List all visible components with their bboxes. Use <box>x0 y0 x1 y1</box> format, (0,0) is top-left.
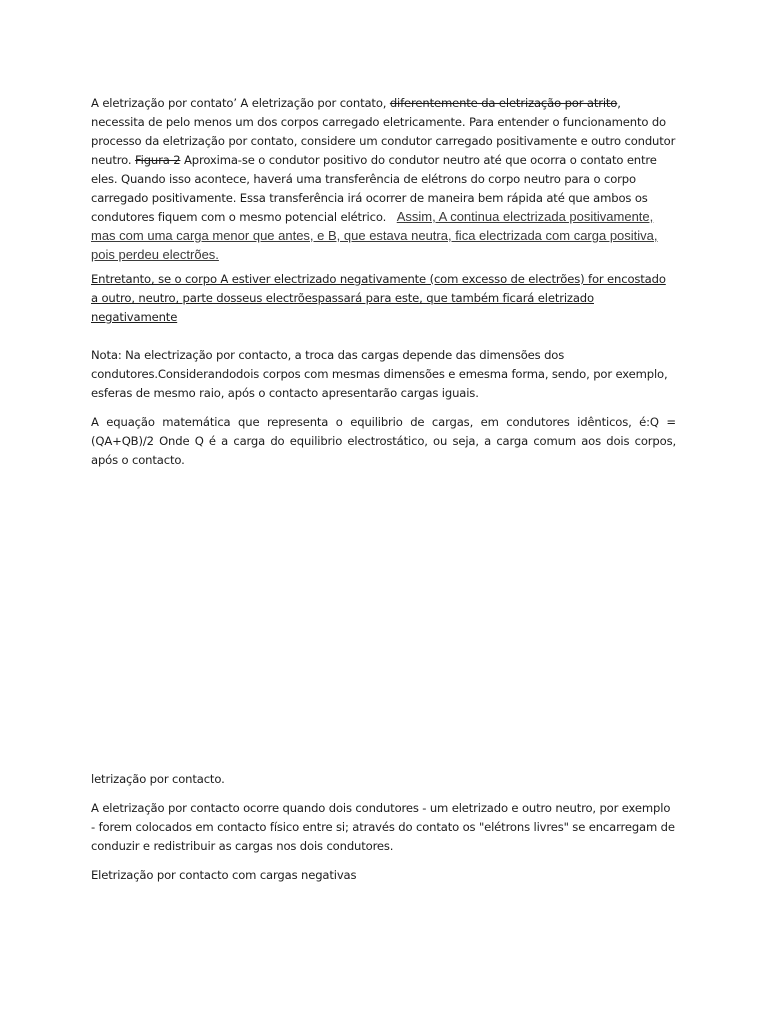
paragraph-equacao: A equação matemática que representa o equilibrio de cargas, em condutores idênticos, é:Q = (QA+QB)/2 Onde Q é a carga do equilibrio electrostático, ou seja, a carga comum aos dois corpos, após o contacto. <box>91 415 676 467</box>
paragraph-definicao-contacto: A eletrização por contacto ocorre quando dois condutores - um eletrizado e outro neutro, por exemplo - forem colocados em contacto físico entre si; através do contato os "elétrons livres" se encarregam de conduzir e redistribuir as cargas nos dois condutores. <box>91 801 675 853</box>
heading-letrizacao-contacto: letrização por contacto. <box>91 772 225 786</box>
strikethrough-text-atrito: diferentemente da eletrização por atrito <box>389 96 618 110</box>
strikethrough-text-figura: Figura 2 <box>134 153 181 167</box>
paragraph-nota: Nota: Na electrização por contacto, a troca das cargas depende das dimensões dos condutores.Considerandodois corpos com mesmas dimensões e emesma forma, sendo, por exemplo, esferas de mesmo raio, após o contacto apresentarão cargas iguais. <box>91 348 668 400</box>
intro-text-1: A eletrização por contato’ A eletrização por contato, <box>91 96 390 110</box>
intro-text-3: Aproxima-se o condutor positivo do condutor neutro até que ocorra o contato entre eles. Quando isso acontece, haverá uma transferência de elétrons do corpo neutro para o corpo carregado positivamente. Essa transferência irá ocorrer de maneira bem rápida até que ambos os condutores fiquem com o mesmo potencial elétrico. <box>91 153 657 224</box>
heading-cargas-negativas: Eletrização por contacto com cargas negativas <box>91 868 357 882</box>
underlined-note-text: Assim, A continua electrizada positivamente, mas com uma carga menor que antes, e B, que estava neutra, fica electrizada com carga positiva, pois perdeu electrões. <box>91 209 658 262</box>
intro-text-2: , necessita de pelo menos um dos corpos carregado eletricamente. Para entender o funcionamento do processo da eletrização por contato, considere um condutor carregado positivamente e outro condutor neutro. <box>91 96 676 167</box>
paragraph-carga-negativa: Entretanto, se o corpo A estiver electrizado negativamente (com excesso de electrões) for encostado a outro, neutro, parte dosseus electrõespassará para este, que também ficará eletrizado negativamente <box>91 272 666 324</box>
paragraph-eletrizacao-contato-intro <box>91 94 676 265</box>
